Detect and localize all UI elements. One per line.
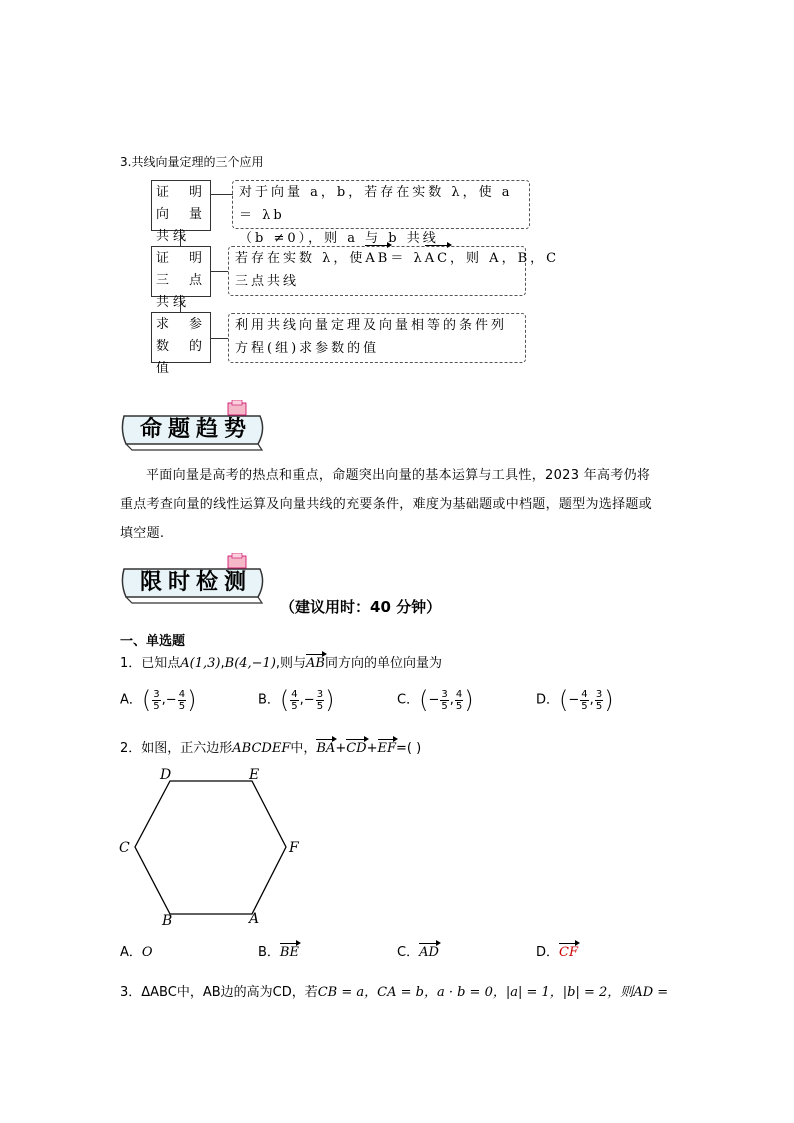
option-sep: ,− <box>299 692 315 708</box>
desc-box-three-points <box>228 246 560 296</box>
option-sep: ,− <box>161 692 177 708</box>
label-box-find-parameter: 求参数的值 <box>151 312 211 363</box>
option-letter: A． <box>120 692 142 708</box>
desc-text: ，则 A，B，C <box>450 251 560 266</box>
plus-sign: + <box>366 741 378 756</box>
stem-condition: AD = <box>633 985 669 1000</box>
option-value: AD <box>419 945 439 960</box>
label-box-prove-three-points: 证明三点共线 <box>151 246 211 297</box>
trend-paragraph <box>120 461 680 548</box>
paragraph-line: 填空题. <box>120 526 165 541</box>
vertex-label-c: C <box>119 840 130 856</box>
stem-condition: CB = a，CA = b，a · b = 0，|a| = 1，|b| = 2，则 <box>317 985 634 1000</box>
option-letter: B． <box>258 945 280 960</box>
banner-title: 命题趋势 <box>140 417 253 442</box>
horizontal-connector <box>210 271 228 272</box>
desc-text: 若存在实数 λ，使 <box>235 251 366 266</box>
option-sign: − <box>428 692 440 708</box>
desc-text: ＝ λ <box>390 251 425 266</box>
vertex-label-f: F <box>289 840 299 856</box>
paragraph-line: 平面向量是高考的热点和重点，命题突出向量的基本运算与工具性，2023 年高考仍将 <box>146 468 651 483</box>
q1-option-a[interactable]: A．( $\frac{3}{5}$ ,− $\frac{4}{5}$ ) <box>120 686 197 714</box>
banner-title: 限时检测 <box>140 570 253 595</box>
option-letter: C． <box>397 945 420 960</box>
test-banner <box>120 553 265 603</box>
vector-ba: BA <box>316 741 336 756</box>
stem-text: ,则与 <box>275 656 307 671</box>
option-value: BE <box>279 945 299 960</box>
stem-text: =( ) <box>396 741 422 756</box>
vector-ef: EF <box>377 741 397 756</box>
q1-option-c[interactable]: C．(− $\frac{3}{5}$ , $\frac{4}{5}$ ) <box>397 686 474 714</box>
fraction: $\frac{4}{5}$ <box>178 688 186 712</box>
option-value: CF <box>559 945 578 960</box>
stem-text: 中， <box>290 741 317 756</box>
fraction: $\frac{4}{5}$ <box>291 688 298 712</box>
option-value: O <box>141 945 153 960</box>
q2-option-c[interactable] <box>397 941 439 960</box>
fraction: $\frac{3}{5}$ <box>595 688 603 712</box>
option-sep: , <box>449 692 454 708</box>
hexagon-shape <box>135 781 286 914</box>
desc-line: 利用共线向量定理及向量相等的条件列 <box>235 318 508 333</box>
q2-option-b[interactable] <box>258 941 299 960</box>
q2-option-d[interactable] <box>536 941 578 960</box>
desc-line: 三点共线 <box>235 274 300 289</box>
desc-line: （b ≠0），则 a 与 b 共线 <box>239 231 439 246</box>
time-note: （建议用时：40 分钟） <box>280 598 442 616</box>
vertex-label-e: E <box>249 767 260 783</box>
hexagon-figure <box>118 765 318 935</box>
vector-ab: AB <box>306 656 325 671</box>
fraction: $\frac{3}{5}$ <box>316 688 324 712</box>
question-2-stem <box>120 737 421 756</box>
vertex-label-b: B <box>162 913 173 929</box>
option-letter: B． <box>258 692 280 708</box>
desc-box-find-parameter <box>228 313 526 363</box>
point-a: A(1,3) <box>180 656 221 671</box>
question-3-stem <box>120 981 668 1000</box>
fraction: $\frac{3}{5}$ <box>153 688 160 712</box>
option-sign: − <box>568 692 580 708</box>
desc-line <box>235 247 560 270</box>
point-b: B(4,−1) <box>224 656 276 671</box>
fraction: $\frac{4}{5}$ <box>455 688 463 712</box>
option-letter: D． <box>536 692 560 708</box>
horizontal-connector <box>210 194 233 195</box>
desc-box-collinear-vectors <box>232 180 530 246</box>
option-letter: D． <box>536 945 560 960</box>
stem-text: , <box>220 656 225 671</box>
stem-text: 2．如图，正六边形 <box>120 741 233 756</box>
plus-sign: + <box>335 741 347 756</box>
hexagon-name: ABCDEF <box>232 741 291 756</box>
trend-banner <box>120 400 265 450</box>
section-title: 3.共线向量定理的三个应用 <box>120 155 264 169</box>
desc-line: 对于向量 a，b，若存在实数 λ，使 a ＝ λb <box>239 185 513 223</box>
desc-line: 方程(组)求参数的值 <box>235 341 380 356</box>
vector-ac: AC <box>425 247 450 270</box>
paragraph-line: 重点考查向量的线性运算及向量共线的充要条件，难度为基础题或中档题，题型为选择题或 <box>120 497 653 512</box>
fraction: $\frac{4}{5}$ <box>581 688 588 712</box>
option-sep: , <box>589 692 594 708</box>
stem-text: 1．已知点 <box>120 656 181 671</box>
stem-text: 3．ΔABC中，AB边的高为CD，若 <box>120 985 318 1000</box>
horizontal-connector <box>210 338 228 339</box>
q1-option-b[interactable]: B．( $\frac{4}{5}$ ,− $\frac{3}{5}$ ) <box>258 686 335 714</box>
label-box-prove-collinear-vectors: 证明向量共线 <box>151 180 211 231</box>
stem-text: 同方向的单位向量为 <box>325 656 443 671</box>
vertex-label-a: A <box>249 911 260 927</box>
fraction: $\frac{3}{5}$ <box>441 688 448 712</box>
q1-option-d[interactable]: D．(− $\frac{4}{5}$ , $\frac{3}{5}$ ) <box>536 686 614 714</box>
vector-cd: CD <box>346 741 367 756</box>
option-letter: A． <box>120 945 142 960</box>
question-1-stem <box>120 652 442 671</box>
q2-option-a[interactable] <box>120 941 153 960</box>
vertex-label-d: D <box>160 767 172 783</box>
part-heading: 一、单选题 <box>120 634 186 649</box>
option-letter: C． <box>397 692 420 708</box>
vector-ab: AB <box>365 247 390 270</box>
